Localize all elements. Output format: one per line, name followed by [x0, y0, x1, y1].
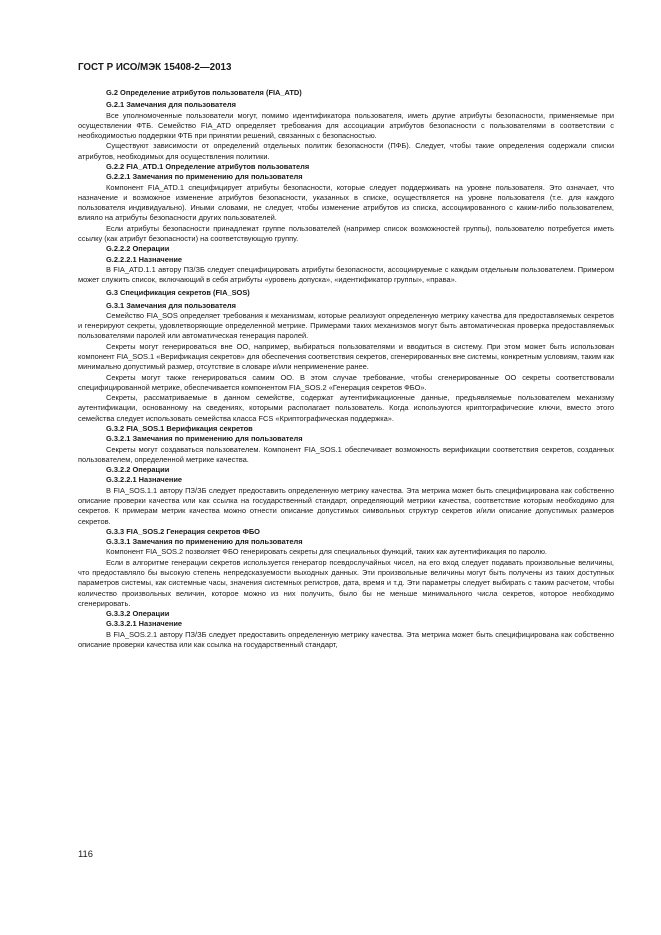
section-heading: G.3.2.2 Операции	[106, 465, 170, 475]
page-header: ГОСТ Р ИСО/МЭК 15408-2—2013	[78, 62, 232, 73]
body-paragraph: Существуют зависимости от определений отдельных политик безопасности (ПФБ). Следует, чтобы такие определения содержали списки атрибутов, необходимых для осуществления политики.	[78, 141, 614, 161]
body-paragraph: В FIA_SOS.2.1 автору ПЗ/ЗБ следует предоставить определенную метрику качества. Эта метрика может быть специфицирована как собственно описание проверки качества или как ссылка на государственный стандарт,	[78, 629, 614, 649]
section-heading: G.2.2.2 Операции	[106, 244, 170, 254]
body-paragraph: Компонент FIA_SOS.2 позволяет ФБО генерировать секреты для специальных функций, таких как аутентификация по паролю.	[106, 547, 547, 557]
body-paragraph: Все уполномоченные пользователи могут, помимо идентификатора пользователя, иметь другие атрибуты безопасности, применяемые при осуществлении ФТБ. Семейство FIA_ATD определяет требования для ассоциации атрибутов безопасности с пользователями в соответствии с необходимостью поддержки ФТБ при принятии решений, связанных с безопасностью.	[78, 110, 614, 141]
body-paragraph: Секреты могут создаваться пользователем. Компонент FIA_SOS.1 обеспечивает возможность верификации соответствия секретов, созданных пользователем, определенной метрике качества.	[78, 444, 614, 464]
section-heading: G.3.3.2 Операции	[106, 609, 170, 619]
section-heading: G.3.1 Замечания для пользователя	[106, 300, 236, 310]
section-heading: G.3.3.2.1 Назначение	[106, 619, 183, 629]
section-heading: G.3.2.2.1 Назначение	[106, 475, 183, 485]
document-body	[78, 88, 614, 650]
section-heading: G.3.3 FIA_SOS.2 Генерация секретов ФБО	[106, 526, 260, 536]
body-paragraph: Секреты могут генерироваться вне ОО, например, выбираться пользователями и вводиться в систему. При этом может быть использован компонент FIA_SOS.1 «Верификация секретов» для обеспечения соответствия секретов, сгенерированных вне системы, конкретным условиям, таким как минимально допустимый размер, отсутствие в словаре и/или неприменение ранее.	[78, 341, 615, 372]
body-paragraph: Если в алгоритме генерации секретов используется генератор псевдослучайных чисел, на его вход следует подавать произвольные величины, что предоставляло бы высокую степень непредсказуемости выходных данных. Эти произвольные величины могут быть получены из таких доступных параметров системы, как системные часы, значения системных регистров, дата, время и т.д. Эти параметры следует выбирать с таким расчетом, чтобы количество произвольных величин, которое можно из них получить, было бы не меньше минимального числа секретов, которое необходимо сгенерировать.	[78, 557, 614, 608]
body-paragraph: Если атрибуты безопасности принадлежат группе пользователей (например список возможностей группы), пользователю потребуется иметь ссылку (как атрибут безопасности) на соответствующую группу.	[78, 223, 614, 243]
body-paragraph: Секреты, рассматриваемые в данном семействе, содержат аутентификационные данные, предъявляемые пользователем механизму аутентификации, основанному на сведениях, которыми располагает пользователь. Когда используются криптографические ключи, вместо этого семейства следует использовать семейства класса FCS «Криптографическая поддержка».	[78, 393, 614, 423]
body-paragraph: Секреты могут также генерироваться самим ОО. В этом случае требование, чтобы сгенерированные ОО секреты соответствовали специфицированной метрике, обеспечивается компонентом FIA_SOS.2 «Генерация секретов ФБО».	[78, 372, 614, 392]
body-paragraph: Компонент FIA_ATD.1 специфицирует атрибуты безопасности, которые следует поддерживать на уровне пользователя. Это означает, что назначение и возможное изменение атрибутов безопасности, указанных в списке, осуществляется на уровне пользователя (т.е. для каждого пользователя индивидуально). Иными словами, не следует, чтобы изменение атрибутов из списка, ассоциированного с каким-либо пользователем, влияло на атрибуты безопасности других пользователей.	[78, 182, 614, 223]
section-heading: G.2 Определение атрибутов пользователя (FIA_ATD)	[106, 88, 302, 97]
section-heading: G.3.3.1 Замечания по применению для пользователя	[106, 537, 303, 547]
section-heading: G.2.2 FIA_ATD.1 Определение атрибутов пользователя	[106, 161, 310, 171]
section-heading: G.2.1 Замечания для пользователя	[106, 100, 236, 110]
body-paragraph: Семейство FIA_SOS определяет требования к механизмам, которые реализуют определенную метрику качества для предоставляемых секретов и генерируют секреты, удовлетворяющие определенной метрике. Примерами таких механизмов могут быть автоматическая проверка предоставляемых пользователями паролей или автоматическая генерация паролей.	[78, 310, 614, 341]
section-heading: G.3 Спецификация секретов (FIA_SOS)	[106, 288, 250, 298]
section-heading: G.2.2.1 Замечания по применению для пользователя	[106, 172, 303, 182]
section-heading: G.3.2.1 Замечания по применению для пользователя	[106, 434, 303, 444]
body-paragraph: В FIA_ATD.1.1 автору ПЗ/ЗБ следует специфицировать атрибуты безопасности, ассоциируемые с каждым отдельным пользователем. Примером может служить список, включающий в себя атрибуты «уровень допуска», «идентификатор группы», «права».	[78, 264, 614, 285]
section-heading: G.3.2 FIA_SOS.1 Верификация секретов	[106, 424, 253, 433]
body-paragraph: В FIA_SOS.1.1 автору ПЗ/ЗБ следует предоставить определенную метрику качества. Эта метрика может быть специфицирована как собственно описание проверки качества или как ссылка на государственный стандарт, определяющий метрики качества, соответствие которым необходимо для секретов. К примерам метрик качества можно отнести описание допустимых символьных структур секретов и/или описание допустимых размеров секретов.	[78, 485, 614, 526]
section-heading: G.2.2.2.1 Назначение	[106, 254, 183, 264]
page-number: 116	[78, 848, 93, 859]
